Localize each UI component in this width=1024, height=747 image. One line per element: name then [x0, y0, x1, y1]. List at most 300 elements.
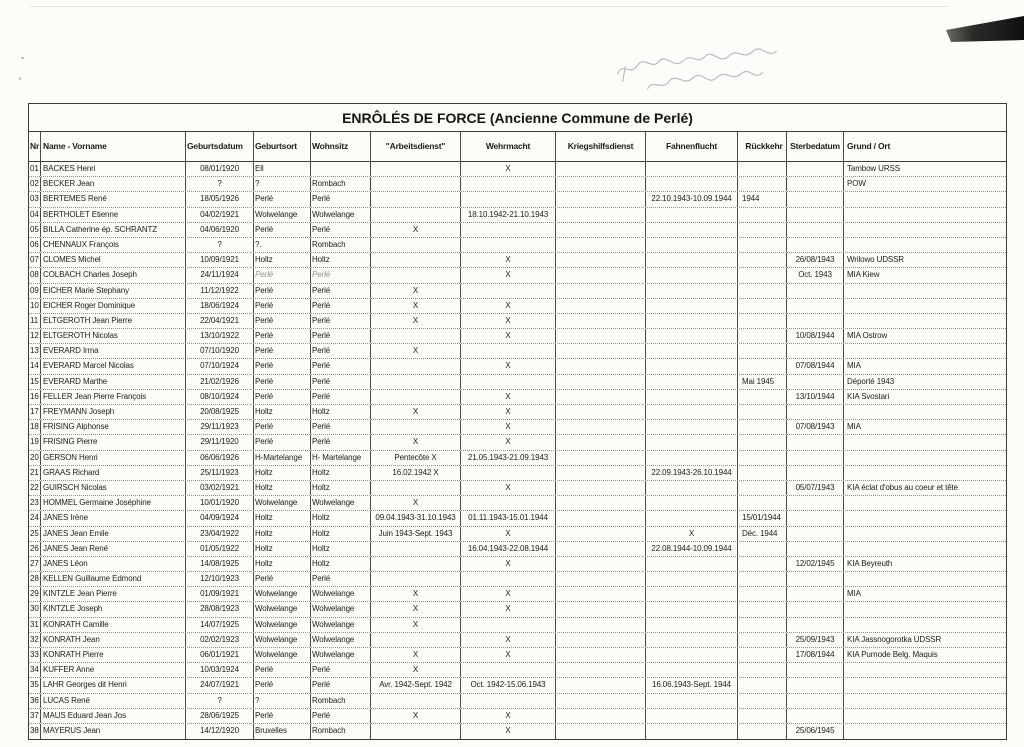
cell-rueckkehr — [738, 314, 787, 328]
cell-rueckkehr — [738, 177, 787, 191]
cell-grund-ort — [844, 405, 1006, 419]
cell-geburtsort: H-Martelange — [254, 451, 311, 465]
table-row — [29, 724, 1006, 739]
cell-wohnsitz: Wolwelange — [311, 602, 371, 616]
cell-geburtsdatum: 01/05/1922 — [186, 542, 254, 556]
table-row — [29, 557, 1006, 572]
cell-nr: 25 — [29, 527, 41, 541]
cell-wehrmacht — [461, 284, 556, 298]
cell-sterbedatum — [787, 572, 844, 586]
cell-kriegshilfsdienst — [556, 466, 646, 480]
table-row — [29, 223, 1006, 238]
cell-arbeitsdienst: X — [371, 299, 461, 313]
cell-wohnsitz: Rombach — [311, 238, 371, 252]
cell-kriegshilfsdienst — [556, 299, 646, 313]
cell-wohnsitz: Wolwelange — [311, 648, 371, 662]
cell-rueckkehr — [738, 268, 787, 282]
cell-fahnenflucht — [646, 162, 738, 176]
cell-wohnsitz: Perlé — [311, 329, 371, 343]
cell-geburtsdatum: 08/10/1924 — [186, 390, 254, 404]
cell-fahnenflucht — [646, 344, 738, 358]
cell-geburtsdatum: 02/02/1923 — [186, 633, 254, 647]
cell-sterbedatum — [787, 177, 844, 191]
cell-wohnsitz: Rombach — [311, 724, 371, 739]
cell-wohnsitz: Holtz — [311, 511, 371, 525]
cell-grund-ort — [844, 223, 1006, 237]
cell-wohnsitz: Perlé — [311, 314, 371, 328]
cell-wohnsitz: Perlé — [311, 268, 371, 282]
column-header-wehrmacht: Wehrmacht — [461, 132, 556, 161]
cell-geburtsdatum: 08/01/1920 — [186, 162, 254, 176]
cell-name: MAYERUS Jean — [41, 724, 186, 739]
cell-sterbedatum — [787, 208, 844, 222]
cell-grund-ort: MIA Ostrow — [847, 331, 888, 341]
table-row — [29, 162, 1006, 177]
cell-arbeitsdienst — [371, 420, 461, 434]
cell-sterbedatum — [787, 299, 844, 313]
cell-wehrmacht — [461, 694, 556, 708]
cell-geburtsdatum: 10/03/1924 — [186, 663, 254, 677]
cell-wehrmacht: X — [461, 405, 556, 419]
cell-rueckkehr — [738, 724, 787, 739]
cell-nr: 31 — [29, 618, 41, 632]
cell-nr: 32 — [29, 633, 41, 647]
cell-kriegshilfsdienst — [556, 663, 646, 677]
cell-wohnsitz: Perlé — [311, 375, 371, 389]
cell-sterbedatum: 26/08/1943 — [787, 253, 844, 267]
cell-rueckkehr: Mai 1945 — [738, 375, 787, 389]
cell-name: JANES Irène — [41, 511, 186, 525]
cell-kriegshilfsdienst — [556, 678, 646, 692]
cell-geburtsdatum: 13/10/1922 — [186, 329, 254, 343]
table-row — [29, 572, 1006, 587]
cell-sterbedatum — [787, 466, 844, 480]
cell-nr: 26 — [29, 542, 41, 556]
column-header-name: Name - Vorname — [41, 132, 186, 161]
cell-arbeitsdienst: X — [371, 405, 461, 419]
cell-nr: 34 — [29, 663, 41, 677]
cell-geburtsort: Perlé — [254, 192, 311, 206]
cell-name: EICHER Marie Stephany — [41, 284, 186, 298]
cell-sterbedatum — [787, 435, 844, 449]
cell-fahnenflucht — [646, 284, 738, 298]
cell-grund-ort — [844, 496, 1006, 510]
cell-geburtsdatum: 12/10/1923 — [186, 572, 254, 586]
table-row — [29, 466, 1006, 481]
cell-grund-ort — [844, 238, 1006, 252]
cell-geburtsort: Perlé — [254, 375, 311, 389]
cell-wehrmacht — [461, 663, 556, 677]
table-row — [29, 420, 1006, 435]
cell-rueckkehr — [738, 405, 787, 419]
cell-sterbedatum — [787, 451, 844, 465]
cell-arbeitsdienst — [371, 542, 461, 556]
column-header-grund-ort: Grund / Ort — [847, 141, 891, 151]
cell-nr: 35 — [29, 678, 41, 692]
cell-geburtsdatum: 10/09/1921 — [186, 253, 254, 267]
cell-wohnsitz: Rombach — [311, 177, 371, 191]
cell-wehrmacht: 21.05.1943-21.09.1943 — [461, 451, 556, 465]
cell-wehrmacht: X — [461, 162, 556, 176]
cell-arbeitsdienst: Pentecôte X — [371, 451, 461, 465]
cell-wohnsitz: H- Martelange — [311, 451, 371, 465]
cell-arbeitsdienst: 16.02.1942 X — [371, 466, 461, 480]
table-row — [29, 359, 1006, 374]
cell-geburtsort: ?. — [254, 238, 311, 252]
cell-nr: 38 — [29, 724, 41, 739]
cell-geburtsdatum: 01/09/1921 — [186, 587, 254, 601]
cell-grund-ort — [844, 192, 1006, 206]
cell-geburtsdatum: 10/01/1920 — [186, 496, 254, 510]
cell-name: KONRATH Jean — [41, 633, 186, 647]
cell-fahnenflucht — [646, 299, 738, 313]
cell-geburtsdatum: 22/04/1921 — [186, 314, 254, 328]
cell-geburtsdatum: ? — [186, 694, 254, 708]
cell-sterbedatum: 07/08/1944 — [787, 359, 844, 373]
cell-name: FREYMANN Joseph — [41, 405, 186, 419]
cell-geburtsort: Holtz — [254, 527, 311, 541]
cell-wehrmacht: 01.11.1943-15.01.1944 — [461, 511, 556, 525]
cell-arbeitsdienst: X — [371, 602, 461, 616]
cell-geburtsort: Perlé — [254, 678, 311, 692]
table-row — [29, 268, 1006, 283]
column-header-rueckkehr: Rückkehr — [738, 132, 787, 161]
cell-name: ELTGEROTH Nicolas — [41, 329, 186, 343]
cell-wohnsitz: Perlé — [311, 344, 371, 358]
cell-name: GUIRSCH Nicolas — [41, 481, 186, 495]
cell-geburtsdatum: 28/08/1923 — [186, 602, 254, 616]
cell-wohnsitz: Holtz — [311, 466, 371, 480]
cell-fahnenflucht — [646, 238, 738, 252]
cell-name: KELLEN Guillaume Edmond — [41, 572, 186, 586]
cell-fahnenflucht: X — [646, 527, 738, 541]
cell-fahnenflucht — [646, 268, 738, 282]
cell-name: MAUS Eduard Jean Jos — [41, 709, 186, 723]
cell-grund-ort — [844, 511, 1006, 525]
cell-kriegshilfsdienst — [556, 162, 646, 176]
cell-nr: 01 — [29, 162, 41, 176]
cell-rueckkehr — [738, 451, 787, 465]
cell-nr: 07 — [29, 253, 41, 267]
cell-geburtsdatum: 18/05/1926 — [186, 192, 254, 206]
cell-fahnenflucht — [646, 223, 738, 237]
cell-sterbedatum: 13/10/1944 — [787, 390, 844, 404]
column-header-wohnsitz: Wohnsitz — [311, 132, 371, 161]
cell-geburtsort: Perlé — [254, 284, 311, 298]
cell-fahnenflucht — [646, 405, 738, 419]
cell-geburtsdatum: 14/07/1925 — [186, 618, 254, 632]
cell-kriegshilfsdienst — [556, 724, 646, 739]
cell-rueckkehr — [738, 542, 787, 556]
cell-grund-ort — [844, 602, 1006, 616]
column-header-geburtsort: Geburtsort — [254, 132, 311, 161]
cell-sterbedatum: 25/06/1945 — [787, 724, 844, 739]
cell-wohnsitz: Perlé — [311, 678, 371, 692]
table-row — [29, 405, 1006, 420]
cell-geburtsort: Perlé — [254, 663, 311, 677]
cell-sterbedatum — [787, 618, 844, 632]
cell-name: CHENNAUX François — [41, 238, 186, 252]
cell-nr: 17 — [29, 405, 41, 419]
cell-rueckkehr — [738, 602, 787, 616]
cell-grund-ort — [844, 466, 1006, 480]
cell-geburtsdatum: 28/06/1925 — [186, 709, 254, 723]
cell-rueckkehr — [738, 481, 787, 495]
cell-grund-ort — [844, 542, 1006, 556]
cell-wehrmacht — [461, 496, 556, 510]
cell-geburtsort: ? — [254, 177, 311, 191]
cell-fahnenflucht — [646, 329, 738, 343]
cell-rueckkehr — [738, 420, 787, 434]
cell-geburtsort: Bruxelles — [254, 724, 311, 739]
cell-geburtsdatum: 04/02/1921 — [186, 208, 254, 222]
cell-name: LAHR Georges dit Henri — [41, 678, 186, 692]
cell-grund-ort — [844, 435, 1006, 449]
table-row — [29, 284, 1006, 299]
cell-sterbedatum — [787, 238, 844, 252]
cell-rueckkehr — [738, 359, 787, 373]
cell-sterbedatum — [787, 542, 844, 556]
cell-wehrmacht: X — [461, 527, 556, 541]
table-row — [29, 192, 1006, 207]
cell-sterbedatum — [787, 602, 844, 616]
cell-wehrmacht: X — [461, 420, 556, 434]
cell-grund-ort — [844, 709, 1006, 723]
table-row — [29, 618, 1006, 633]
cell-nr: 28 — [29, 572, 41, 586]
cell-name: COLBACH Charles Joseph — [41, 268, 186, 282]
cell-nr: 04 — [29, 208, 41, 222]
cell-kriegshilfsdienst — [556, 238, 646, 252]
cell-arbeitsdienst: X — [371, 344, 461, 358]
cell-grund-ort — [844, 678, 1006, 692]
cell-fahnenflucht — [646, 618, 738, 632]
cell-sterbedatum: 10/08/1944 — [787, 329, 844, 343]
cell-name: BERTEMES René — [41, 192, 186, 206]
cell-geburtsort: Wolwelange — [254, 496, 311, 510]
corner-scan-mark — [946, 12, 1024, 46]
cell-rueckkehr — [738, 329, 787, 343]
enroles-table — [28, 103, 1007, 740]
cell-nr: 16 — [29, 390, 41, 404]
cell-wehrmacht: X — [461, 557, 556, 571]
cell-name: HOMMEL Germaine Joséphine — [41, 496, 186, 510]
cell-grund-ort: Tambow URSS — [847, 164, 900, 173]
cell-rueckkehr: 1944 — [738, 192, 787, 206]
cell-geburtsort: ? — [254, 694, 311, 708]
cell-sterbedatum: 17/08/1944 — [787, 648, 844, 662]
cell-arbeitsdienst: X — [371, 663, 461, 677]
cell-geburtsort: Holtz — [254, 253, 311, 267]
cell-kriegshilfsdienst — [556, 618, 646, 632]
cell-arbeitsdienst — [371, 268, 461, 282]
cell-rueckkehr — [738, 299, 787, 313]
cell-arbeitsdienst: X — [371, 587, 461, 601]
cell-nr: 11 — [29, 314, 41, 328]
cell-geburtsdatum: 07/10/1920 — [186, 344, 254, 358]
cell-geburtsort: Holtz — [254, 542, 311, 556]
cell-nr: 21 — [29, 466, 41, 480]
cell-grund-ort: Wrilowo UDSSR — [847, 255, 904, 265]
cell-name: EVERARD Marcel Nicolas — [41, 359, 186, 373]
cell-rueckkehr — [738, 663, 787, 677]
cell-arbeitsdienst — [371, 329, 461, 343]
cell-grund-ort — [844, 208, 1006, 222]
cell-arbeitsdienst — [371, 694, 461, 708]
cell-geburtsort: Wolwelange — [254, 208, 311, 222]
cell-wehrmacht: X — [461, 299, 556, 313]
table-row — [29, 390, 1006, 405]
cell-name: EVERARD Marthe — [41, 375, 186, 389]
cell-nr: 15 — [29, 375, 41, 389]
cell-wohnsitz: Wolwelange — [311, 208, 371, 222]
document-title: ENRÔLÉS DE FORCE (Ancienne Commune de Perlé) — [29, 104, 1006, 132]
cell-wehrmacht: X — [461, 709, 556, 723]
cell-geburtsort: Wolwelange — [254, 618, 311, 632]
cell-grund-ort — [844, 314, 1006, 328]
cell-kriegshilfsdienst — [556, 694, 646, 708]
cell-wehrmacht: X — [461, 268, 556, 282]
cell-name: GRAAS Richard — [41, 466, 186, 480]
table-row — [29, 587, 1006, 602]
cell-kriegshilfsdienst — [556, 192, 646, 206]
cell-name: CLOMES Michel — [41, 253, 186, 267]
cell-sterbedatum — [787, 162, 844, 176]
cell-kriegshilfsdienst — [556, 542, 646, 556]
cell-arbeitsdienst: Juin 1943-Sept. 1943 — [371, 527, 461, 541]
cell-wehrmacht — [461, 344, 556, 358]
table-row — [29, 602, 1006, 617]
cell-kriegshilfsdienst — [556, 633, 646, 647]
cell-nr: 33 — [29, 648, 41, 662]
cell-kriegshilfsdienst — [556, 375, 646, 389]
cell-rueckkehr — [738, 633, 787, 647]
cell-name: FRISING Alphonse — [41, 420, 186, 434]
cell-rueckkehr — [738, 253, 787, 267]
table-row — [29, 451, 1006, 466]
cell-rueckkehr — [738, 162, 787, 176]
cell-wohnsitz: Holtz — [311, 481, 371, 495]
table-row — [29, 375, 1006, 390]
cell-wohnsitz: Wolwelange — [311, 633, 371, 647]
cell-name: KINTZLE Joseph — [41, 602, 186, 616]
cell-wohnsitz: Perlé — [311, 420, 371, 434]
cell-nr: 24 — [29, 511, 41, 525]
cell-kriegshilfsdienst — [556, 405, 646, 419]
cell-rueckkehr — [738, 284, 787, 298]
column-header-arbeitsdienst: "Arbeitsdienst" — [371, 132, 461, 161]
cell-geburtsort: Perlé — [254, 359, 311, 373]
cell-nr: 05 — [29, 223, 41, 237]
cell-sterbedatum — [787, 587, 844, 601]
table-row — [29, 648, 1006, 663]
cell-geburtsort: Ell — [254, 162, 311, 176]
cell-wehrmacht: 16.04.1943-22.08.1944 — [461, 542, 556, 556]
cell-geburtsdatum: 06/01/1921 — [186, 648, 254, 662]
cell-grund-ort: MIA Kiew — [847, 270, 880, 280]
cell-fahnenflucht — [646, 724, 738, 739]
cell-wehrmacht: X — [461, 648, 556, 662]
cell-kriegshilfsdienst — [556, 527, 646, 541]
cell-sterbedatum: 25/09/1943 — [787, 633, 844, 647]
cell-geburtsdatum: 11/12/1922 — [186, 284, 254, 298]
cell-name: EVERARD Irma — [41, 344, 186, 358]
cell-geburtsdatum: 18/06/1924 — [186, 299, 254, 313]
cell-rueckkehr: Déc. 1944 — [738, 527, 787, 541]
cell-grund-ort: MIA — [847, 422, 861, 432]
cell-wehrmacht — [461, 375, 556, 389]
cell-geburtsort: Holtz — [254, 405, 311, 419]
cell-grund-ort — [844, 694, 1006, 708]
cell-arbeitsdienst — [371, 208, 461, 222]
cell-wohnsitz: Holtz — [311, 405, 371, 419]
cell-geburtsort: Perlé — [254, 314, 311, 328]
cell-grund-ort — [844, 344, 1006, 358]
cell-wehrmacht: Oct. 1942-15.06.1943 — [461, 678, 556, 692]
cell-geburtsort: Wolwelange — [254, 648, 311, 662]
cell-grund-ort: KIA Beyreuth — [847, 558, 893, 568]
cell-rueckkehr — [738, 390, 787, 404]
cell-sterbedatum — [787, 527, 844, 541]
table-row — [29, 709, 1006, 724]
table-row — [29, 299, 1006, 314]
cell-wohnsitz: Perlé — [311, 192, 371, 206]
cell-kriegshilfsdienst — [556, 451, 646, 465]
cell-geburtsort: Holtz — [254, 511, 311, 525]
cell-fahnenflucht: 16.06.1943-Sept. 1944 — [646, 678, 738, 692]
cell-wehrmacht: X — [461, 602, 556, 616]
cell-kriegshilfsdienst — [556, 359, 646, 373]
cell-fahnenflucht — [646, 177, 738, 191]
cell-geburtsort: Wolwelange — [254, 602, 311, 616]
cell-geburtsdatum: 06/06/1926 — [186, 451, 254, 465]
cell-wehrmacht: X — [461, 435, 556, 449]
cell-kriegshilfsdienst — [556, 511, 646, 525]
cell-kriegshilfsdienst — [556, 329, 646, 343]
cell-fahnenflucht: 22.09.1943-26.10.1944 — [646, 466, 738, 480]
cell-sterbedatum — [787, 314, 844, 328]
cell-arbeitsdienst — [371, 192, 461, 206]
cell-wohnsitz: Rombach — [311, 694, 371, 708]
cell-kriegshilfsdienst — [556, 587, 646, 601]
cell-arbeitsdienst: 09.04.1943-31.10.1943 — [371, 511, 461, 525]
cell-wohnsitz: Holtz — [311, 542, 371, 556]
cell-grund-ort: POW — [847, 179, 866, 189]
cell-kriegshilfsdienst — [556, 390, 646, 404]
cell-sterbedatum — [787, 678, 844, 692]
cell-wohnsitz: Perlé — [311, 359, 371, 373]
cell-fahnenflucht: 22.08.1944-10.09.1944 — [646, 542, 738, 556]
cell-wehrmacht — [461, 223, 556, 237]
cell-name: FELLER Jean Pierre François — [41, 390, 186, 404]
cell-wohnsitz: Perlé — [311, 663, 371, 677]
cell-arbeitsdienst — [371, 359, 461, 373]
cell-wohnsitz: Wolwelange — [311, 618, 371, 632]
cell-name: EICHER Roger Dominique — [41, 299, 186, 313]
table-header — [29, 132, 1006, 162]
cell-name: JANES Léon — [41, 557, 186, 571]
cell-fahnenflucht — [646, 208, 738, 222]
cell-geburtsort: Perlé — [254, 709, 311, 723]
cell-fahnenflucht — [646, 602, 738, 616]
cell-geburtsdatum: 03/02/1921 — [186, 481, 254, 495]
cell-sterbedatum — [787, 709, 844, 723]
cell-rueckkehr — [738, 344, 787, 358]
cell-geburtsort: Holtz — [254, 466, 311, 480]
cell-wohnsitz: Perlé — [311, 223, 371, 237]
cell-fahnenflucht — [646, 648, 738, 662]
cell-geburtsdatum: 23/04/1922 — [186, 527, 254, 541]
